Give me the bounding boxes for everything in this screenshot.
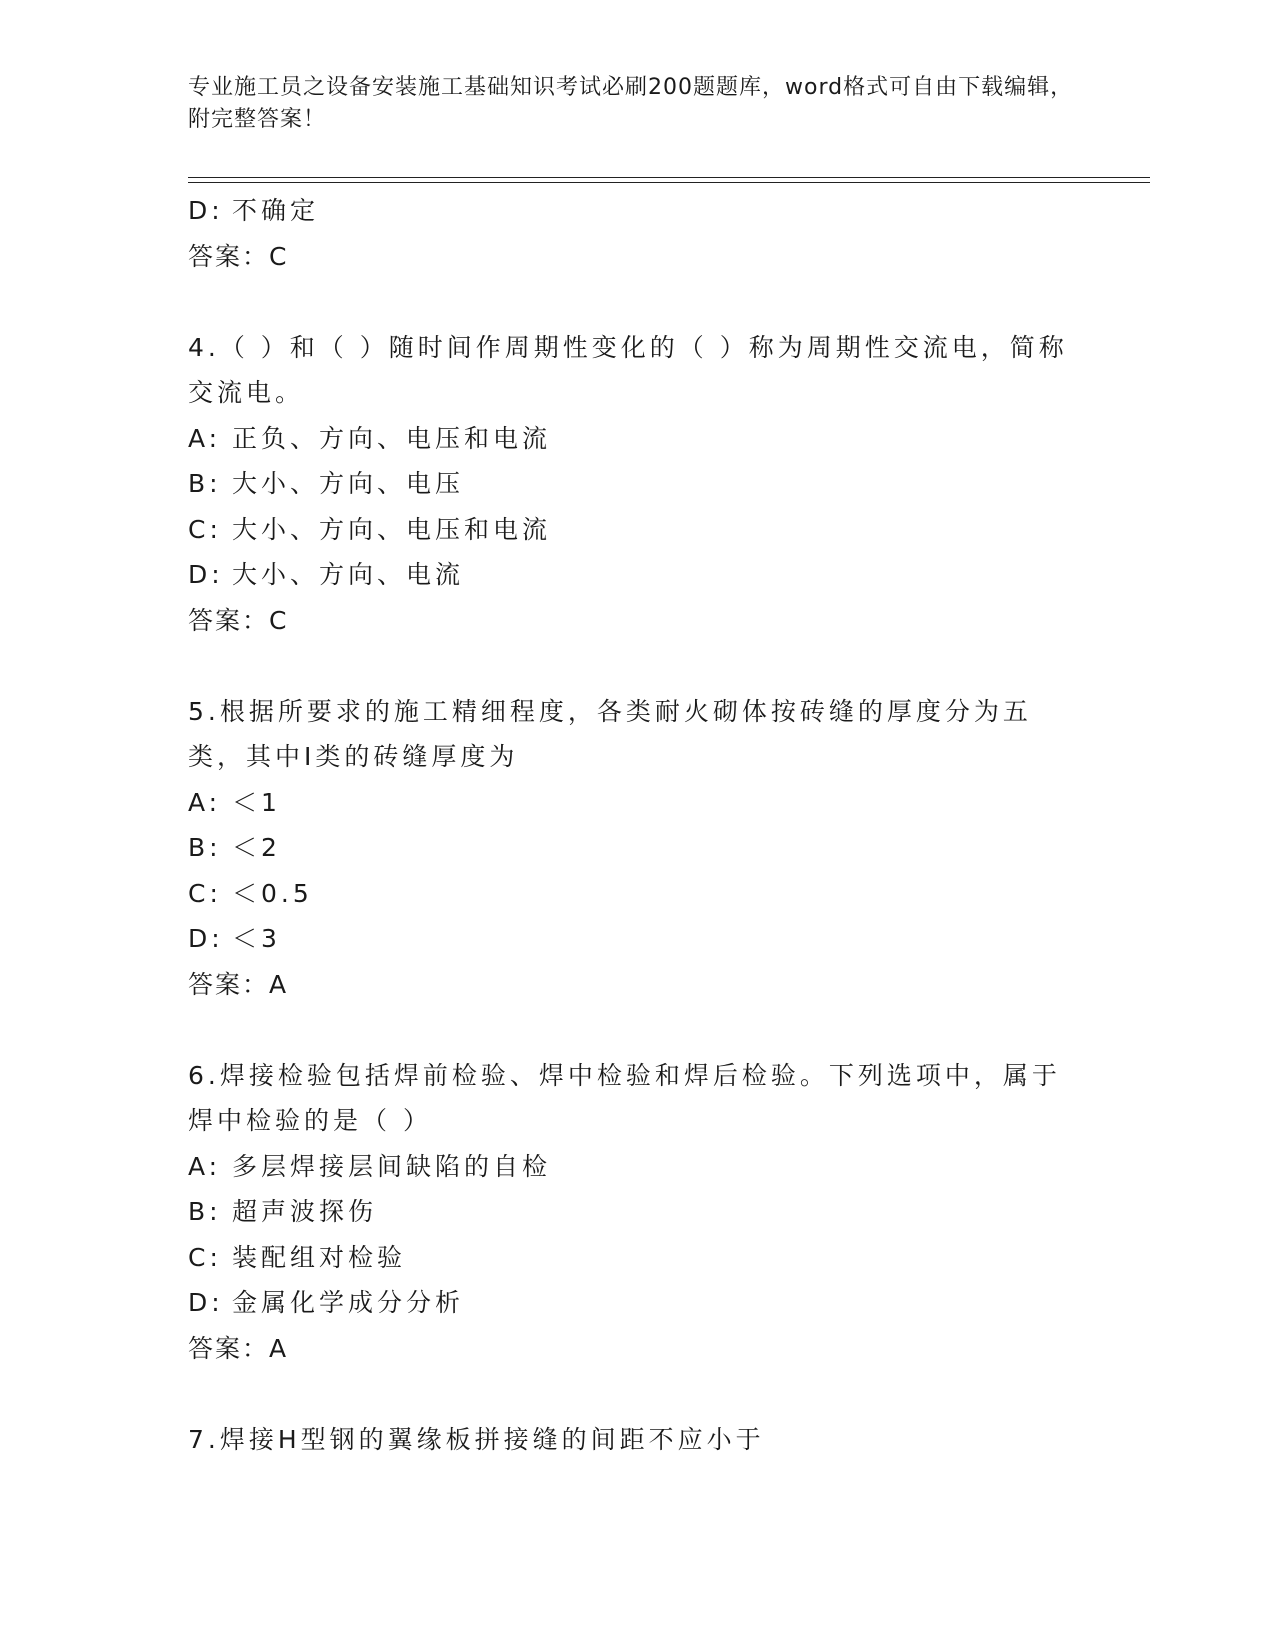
option-line — [188, 461, 1088, 507]
spacer — [188, 279, 1088, 325]
option-text: 不确定 — [232, 196, 320, 225]
option-key: C: — [188, 514, 222, 544]
answer-line: 答案：C — [188, 605, 289, 635]
option-text: 大小、方向、电压 — [232, 469, 465, 498]
option-text: 装配组对检验 — [232, 1242, 407, 1272]
option-text: 正负、方向、电压和电流 — [232, 423, 552, 453]
spacer — [188, 1007, 1088, 1053]
option-line — [188, 780, 1088, 826]
option-text: 大小、方向、电流 — [232, 560, 465, 589]
option-key: A: — [188, 423, 222, 453]
option-key: D: — [188, 924, 224, 953]
header-divider — [188, 182, 1150, 183]
option-line — [188, 1280, 1088, 1326]
page-header: 专业施工员之设备安装施工基础知识考试必刷200题题库，word格式可自由下载编辑，附完整答案！ — [188, 75, 1074, 132]
option-key: D: — [188, 560, 224, 589]
option-line — [188, 1189, 1088, 1235]
option-text: ＜1 — [232, 787, 281, 817]
option-key: B: — [188, 833, 222, 862]
option-line — [188, 1144, 1088, 1190]
option-key: A: — [188, 1151, 222, 1181]
option-key: A: — [188, 787, 222, 817]
option-text: ＜0.5 — [232, 878, 313, 908]
option-line — [188, 552, 1088, 598]
spacer — [188, 643, 1088, 689]
option-text: 金属化学成分分析 — [232, 1288, 465, 1317]
answer-line: 答案：A — [188, 969, 289, 999]
option-text: 大小、方向、电压和电流 — [232, 514, 552, 544]
spacer — [188, 1371, 1088, 1417]
header-divider — [188, 177, 1150, 178]
option-key: C: — [188, 1242, 222, 1272]
answer-line: 答案：A — [188, 1333, 289, 1363]
option-key: B: — [188, 1197, 222, 1226]
option-line — [188, 871, 1088, 917]
option-text: ＜3 — [232, 924, 281, 953]
option-key: D: — [188, 196, 224, 225]
option-text: 多层焊接层间缺陷的自检 — [232, 1151, 552, 1181]
question-text: 4.（ ）和（ ）随时间作周期性变化的（ ）称为周期性交流电，简称交流电。 — [188, 332, 1068, 407]
option-line — [188, 916, 1088, 962]
option-text: ＜2 — [232, 833, 281, 862]
option-key: D: — [188, 1288, 224, 1317]
option-line — [188, 507, 1088, 553]
question-text: 7.焊接H型钢的翼缘板拼接缝的间距不应小于 — [188, 1424, 765, 1454]
option-line — [188, 1235, 1088, 1281]
answer-line: 答案：C — [188, 241, 289, 271]
option-line — [188, 825, 1088, 871]
option-text: 超声波探伤 — [232, 1197, 378, 1226]
option-key: C: — [188, 878, 222, 908]
option-line — [188, 416, 1088, 462]
question-text: 5.根据所要求的施工精细程度，各类耐火砌体按砖缝的厚度分为五类，其中Ⅰ类的砖缝厚度为 — [188, 696, 1032, 771]
question-list — [188, 188, 1088, 1462]
question-text: 6.焊接检验包括焊前检验、焊中检验和焊后检验。下列选项中，属于焊中检验的是（ ） — [188, 1060, 1061, 1135]
option-line — [188, 188, 1088, 234]
option-key: B: — [188, 469, 222, 498]
